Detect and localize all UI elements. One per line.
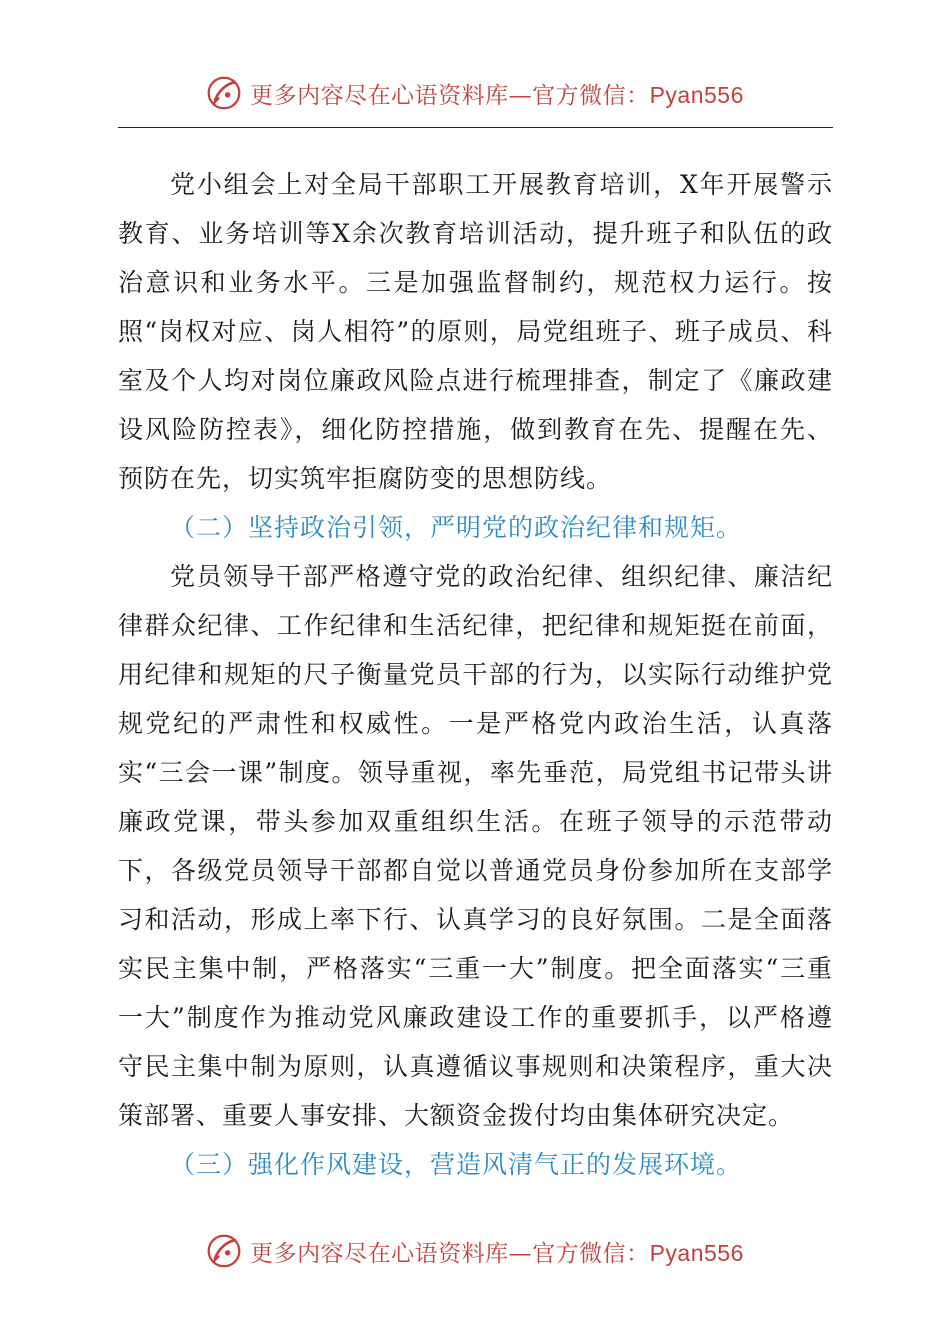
header-banner bbox=[250, 77, 744, 110]
paragraph-2: 党员领导干部严格遵守党的政治纪律、组织纪律、廉洁纪律群众纪律、工作纪律和生活纪律，把纪律和规矩挺在前面，用纪律和规矩的尺子衡量党员干部的行为，以实际行动维护党规党纪的严肃性和权威性。一是严格党内政治生活，认真落实“三会一课”制度。领导重视，率先垂范，局党组书记带头讲廉政党课，带头参加双重组织生活。在班子领导的示范带动下，各级党员领导干部都自觉以普通党员身份参加所在支部学习和活动，形成上率下行、认真学习的良好氛围。二是全面落实民主集中制，严格落实“三重一大”制度。把全面落实“三重一大”制度作为推动党风廉政建设工作的重要抓手，以严格遵守民主集中制为原则，认真遵循议事规则和决策程序，重大决策部署、重要人事安排、大额资金拨付均由集体研究决定。 bbox=[118, 562, 833, 1130]
section-heading-3: （三）强化作风建设，营造风清气正的发展环境。 bbox=[170, 1150, 743, 1179]
header-banner-text: 更多内容尽在心语资料库—官方微信： bbox=[250, 82, 650, 109]
logo-icon bbox=[206, 1233, 242, 1269]
logo-icon bbox=[206, 75, 242, 111]
page-footer bbox=[0, 1228, 950, 1274]
footer-banner bbox=[250, 1235, 744, 1268]
footer-banner-text: 更多内容尽在心语资料库—官方微信： bbox=[250, 1240, 650, 1267]
section-heading-2: （二）坚持政治引领，严明党的政治纪律和规矩。 bbox=[170, 513, 743, 542]
page-header bbox=[0, 70, 950, 116]
header-wechat-id: Pyan556 bbox=[649, 81, 744, 108]
paragraph-1: 党小组会上对全局干部职工开展教育培训，X年开展警示教育、业务培训等X余次教育培训活动，提升班子和队伍的政治意识和业务水平。三是加强监督制约，规范权力运行。按照“岗权对应、岗人相符”的原则，局党组班子、班子成员、科室及个人均对岗位廉政风险点进行梳理排查，制定了《廉政建设风险防控表》，细化防控措施，做到教育在先、提醒在先、预防在先，切实筑牢拒腐防变的思想防线。 bbox=[118, 170, 833, 493]
document-body bbox=[118, 160, 833, 1189]
header-divider bbox=[118, 127, 833, 128]
footer-wechat-id: Pyan556 bbox=[649, 1239, 744, 1266]
